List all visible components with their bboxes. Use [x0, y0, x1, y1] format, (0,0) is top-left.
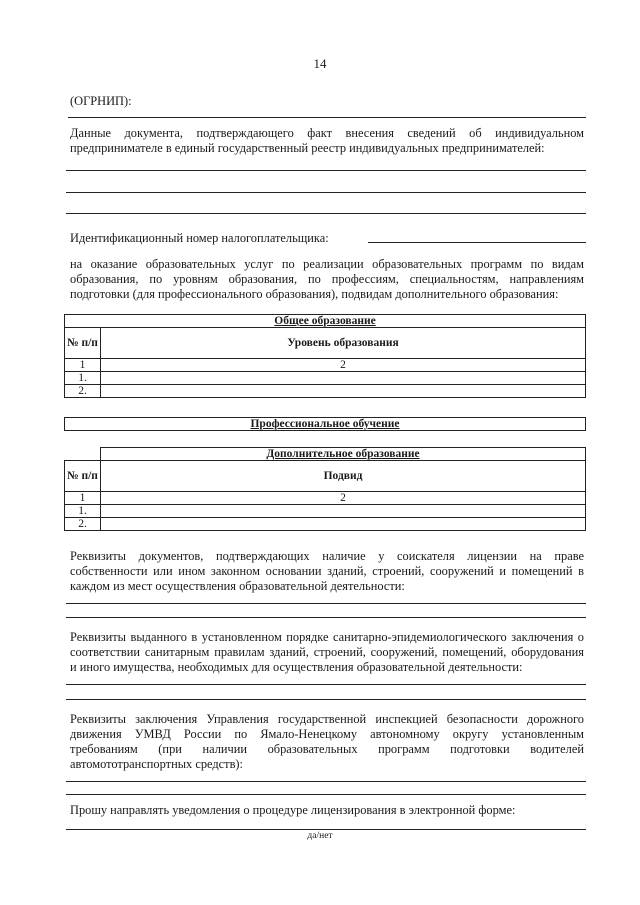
traffic-line-4: автомототранспортных средств): — [70, 757, 243, 771]
general-col-level: Уровень образования — [101, 328, 586, 359]
additional-col-subtype: Подвид — [101, 461, 586, 492]
sanitary-blank-2[interactable] — [66, 699, 586, 700]
general-education-table — [64, 314, 586, 398]
notify-field-line[interactable] — [66, 829, 586, 830]
ip-doc-line-blank-1[interactable] — [66, 170, 586, 171]
premises-blank-2[interactable] — [66, 617, 586, 618]
sanitary-line-2: соответствии санитарным правилам зданий, строений, сооружений, помещений, оборудования — [70, 645, 584, 659]
services-line-2: образования, по уровням образования, по профессиям, специальностям, направлениям — [70, 272, 584, 286]
general-index-1: 1 — [65, 359, 101, 372]
general-col-num: № п/п — [65, 328, 101, 359]
general-row-1-num: 1. — [65, 372, 101, 385]
ogrnip-label: (ОГРНИП): — [70, 94, 132, 108]
additional-index-2: 2 — [101, 492, 586, 505]
general-index-2: 2 — [101, 359, 586, 372]
additional-index-1: 1 — [65, 492, 101, 505]
professional-training-table — [64, 417, 586, 431]
premises-line-1: Реквизиты документов, подтверждающих наличие у соискателя лицензии на праве — [70, 549, 584, 563]
additional-education-table — [64, 447, 586, 531]
premises-line-2: собственности или ином законном основании зданий, строений, сооружений и помещений в — [70, 564, 584, 578]
additional-education-title: Дополнительное образование — [101, 448, 586, 461]
professional-training-title: Профессиональное обучение — [65, 418, 586, 431]
ip-doc-line-1: Данные документа, подтверждающего факт внесения сведений об индивидуальном — [70, 126, 584, 140]
sanitary-line-1: Реквизиты выданного в установленном порядке санитарно-эпидемиологического заключения о — [70, 630, 584, 644]
notify-label: Прошу направлять уведомления о процедуре лицензирования в электронной форме: — [70, 803, 516, 817]
traffic-line-2: движения УМВД России по Ямало-Ненецкому автономному округу установленным — [70, 727, 584, 741]
additional-row-2-subtype[interactable] — [101, 518, 586, 531]
inn-label: Идентификационный номер налогоплательщика: — [70, 231, 329, 245]
additional-row-2-num: 2. — [65, 518, 101, 531]
sanitary-line-3: и иного имущества, необходимых для осуществления образовательной деятельности: — [70, 660, 523, 674]
services-line-1: на оказание образовательных услуг по реализации образовательных программ по видам — [70, 257, 584, 271]
traffic-line-1: Реквизиты заключения Управления государственной инспекцией безопасности дорожного — [70, 712, 584, 726]
ip-doc-line-blank-3[interactable] — [66, 213, 586, 214]
general-row-2-num: 2. — [65, 385, 101, 398]
sanitary-blank-1[interactable] — [66, 684, 586, 685]
traffic-line-3: требованиям (при наличии образовательных программ подготовки водителей — [70, 742, 584, 756]
premises-blank-1[interactable] — [66, 603, 586, 604]
ip-doc-line-2: предпринимателе в единый государственный реестр индивидуальных предпринимателей: — [70, 141, 545, 155]
ip-doc-line-blank-2[interactable] — [66, 192, 586, 193]
general-row-1-level[interactable] — [101, 372, 586, 385]
additional-col-num: № п/п — [65, 461, 101, 492]
ogrnip-line[interactable] — [68, 117, 586, 118]
traffic-blank-2[interactable] — [66, 794, 586, 795]
additional-row-1-num: 1. — [65, 505, 101, 518]
yes-no-caption: да/нет — [307, 831, 333, 841]
additional-row-1-subtype[interactable] — [101, 505, 586, 518]
additional-title-spacer — [65, 448, 101, 461]
traffic-blank-1[interactable] — [66, 781, 586, 782]
services-line-3: подготовки (для профессионального образования), подвидам дополнительного образования: — [70, 287, 559, 301]
inn-field-line[interactable] — [368, 242, 586, 243]
general-row-2-level[interactable] — [101, 385, 586, 398]
page-number: 14 — [313, 56, 327, 71]
general-education-title: Общее образование — [65, 315, 586, 328]
premises-line-3: каждом из мест осуществления образовательной деятельности: — [70, 579, 405, 593]
